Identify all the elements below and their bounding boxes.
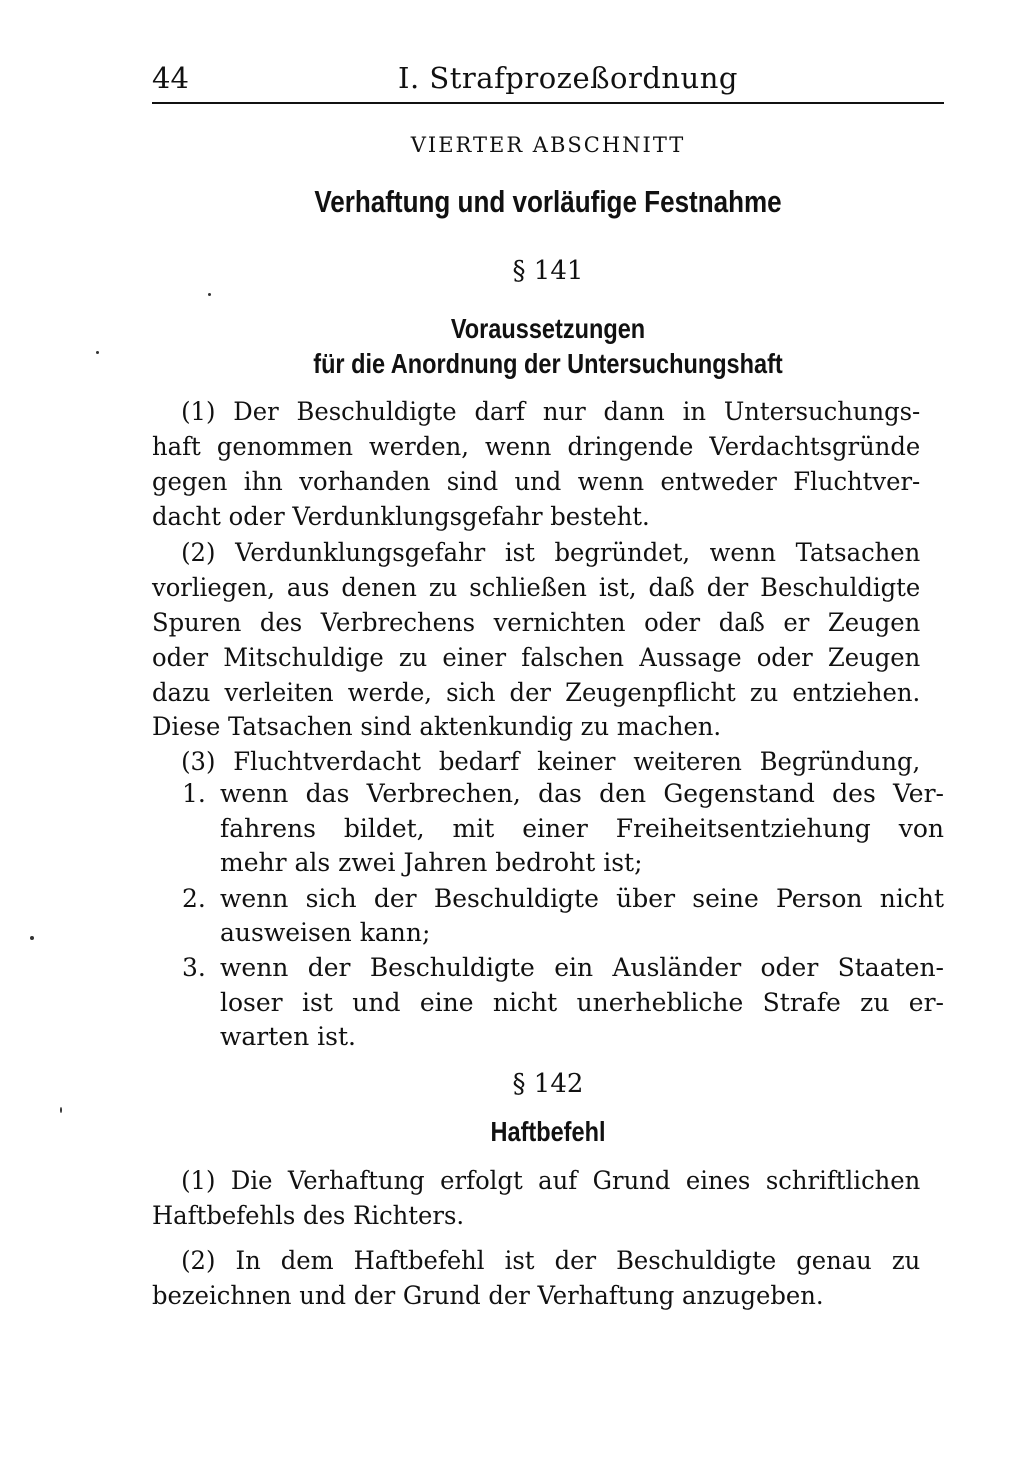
section-number-142: § 142 <box>512 1069 584 1099</box>
s141-p2-line: (2) Verdunklungsgefahr ist begründet, wenn Tatsachen <box>181 538 921 567</box>
scan-speck <box>30 936 34 940</box>
s141-p2-line: vorliegen, aus denen zu schließen ist, daß der Beschuldigte <box>152 573 921 602</box>
scan-speck <box>96 351 99 354</box>
list-item-line: fahrens bildet, mit einer Freiheitsentziehung von <box>220 814 944 843</box>
section-number-141: § 141 <box>512 256 584 286</box>
scan-speck <box>208 293 211 296</box>
list-item-number: 1. <box>182 779 206 808</box>
chapter-title: Verhaftung und vorläufige Festnahme <box>314 184 782 219</box>
list-item-line: wenn das Verbrechen, das den Gegenstand des Ver- <box>220 779 944 808</box>
page-number: 44 <box>152 61 189 95</box>
section-heading-141-line2: für die Anordnung der Untersuchungshaft <box>313 348 783 379</box>
s141-p2-line: dazu verleiten werde, sich der Zeugenpflicht zu entziehen. <box>152 678 921 707</box>
chapter-label: VIERTER ABSCHNITT <box>410 133 686 157</box>
s141-p3-intro: (3) Fluchtverdacht bedarf keiner weiteren Begründung, <box>181 747 921 776</box>
s142-p1-line: (1) Die Verhaftung erfolgt auf Grund eines schriftlichen <box>181 1166 921 1195</box>
s142-p1-line: Haftbefehls des Richters. <box>152 1201 465 1230</box>
s142-p2-line: (2) In dem Haftbefehl ist der Beschuldigte genau zu <box>181 1246 921 1275</box>
s141-p1-line: haft genommen werden, wenn dringende Verdachtsgründe <box>152 432 921 461</box>
list-item-line: wenn der Beschuldigte ein Ausländer oder Staaten- <box>220 953 944 982</box>
s141-p2-line: Spuren des Verbrechens vernichten oder daß er Zeugen <box>152 608 921 637</box>
list-item-number: 3. <box>182 953 206 982</box>
s141-p2-line: oder Mitschuldige zu einer falschen Aussage oder Zeugen <box>152 643 921 672</box>
list-item-line: wenn sich der Beschuldigte über seine Person nicht <box>220 884 944 913</box>
s141-p1-line: dacht oder Verdunklungsgefahr besteht. <box>152 502 650 531</box>
header-rule <box>152 102 944 104</box>
list-item-line: loser ist und eine nicht unerhebliche Strafe zu er- <box>220 988 944 1017</box>
scan-speck <box>60 1107 62 1113</box>
list-item-number: 2. <box>182 884 206 913</box>
running-head <box>152 58 944 102</box>
section-heading-141-line1: Voraussetzungen <box>450 313 646 344</box>
list-item-line: mehr als zwei Jahren bedroht ist; <box>220 848 643 877</box>
list-item-line: ausweisen kann; <box>220 918 431 947</box>
s141-p1-line: gegen ihn vorhanden sind und wenn entweder Fluchtver- <box>152 467 921 496</box>
s142-p2-line: bezeichnen und der Grund der Verhaftung anzugeben. <box>152 1281 824 1310</box>
s141-p2-line: Diese Tatsachen sind aktenkundig zu machen. <box>152 712 722 741</box>
s141-p1-line: (1) Der Beschuldigte darf nur dann in Untersuchungs- <box>181 397 921 426</box>
section-heading-142: Haftbefehl <box>490 1116 606 1147</box>
running-title: I. Strafprozeßordnung <box>398 61 738 95</box>
list-item-line: warten ist. <box>220 1022 356 1051</box>
